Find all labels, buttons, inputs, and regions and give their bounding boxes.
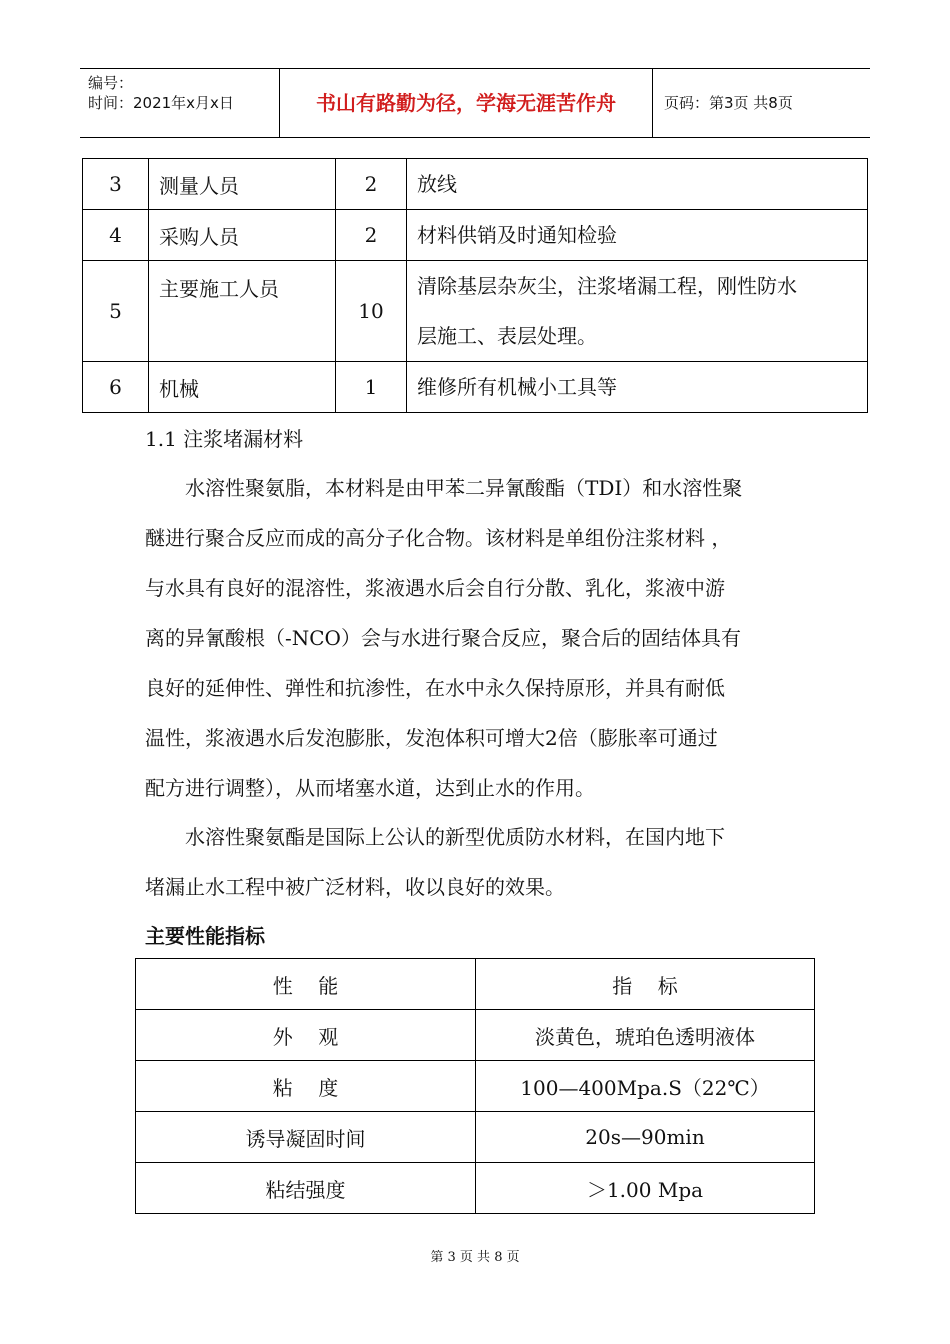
column-header: 指 标: [476, 959, 815, 1010]
row-number: 4: [83, 210, 149, 261]
property-cell: 外 观: [136, 1010, 476, 1061]
section-title: 1.1 注浆堵漏材料: [145, 427, 304, 451]
duty-line: 放线: [417, 172, 457, 196]
staff-table: [82, 158, 868, 413]
table-row: [83, 261, 868, 362]
paragraph-2: [145, 812, 815, 912]
row-count: 2: [336, 210, 407, 261]
row-role: 主要施工人员: [149, 261, 336, 362]
value-cell: 20s—90min: [476, 1112, 815, 1163]
property-cell: 粘结强度: [136, 1163, 476, 1214]
paragraph-line: 温性，浆液遇水后发泡膨胀，发泡体积可增大2倍（膨胀率可通过: [145, 726, 718, 750]
row-number: 3: [83, 159, 149, 210]
header-meta: [80, 69, 280, 137]
header-number: 编号：: [88, 74, 134, 92]
table-row: [83, 159, 868, 210]
paragraph-line: 水溶性聚氨脂，本材料是由甲苯二异氰酸酯（TDI）和水溶性聚: [185, 476, 743, 500]
duty-line: 维修所有机械小工具等: [417, 375, 617, 399]
header-page: 页码：第3页 共8页: [664, 94, 793, 112]
paragraph-line: 良好的延伸性、弹性和抗渗性，在水中永久保持原形，并具有耐低: [145, 676, 725, 700]
table-row: [136, 1163, 815, 1214]
header-motto: 书山有路勤为径，学海无涯苦作舟: [280, 69, 653, 137]
table-row: [136, 1112, 815, 1163]
table-header-row: [136, 959, 815, 1010]
row-duty: [407, 261, 868, 362]
property-cell: 粘 度: [136, 1061, 476, 1112]
header-time: 时间：2021年x月x日: [88, 94, 234, 112]
performance-table: [135, 958, 815, 1214]
row-number: 6: [83, 362, 149, 413]
page-header: [80, 68, 870, 138]
table-row: [136, 1061, 815, 1112]
table-row: [136, 1010, 815, 1061]
row-count: 1: [336, 362, 407, 413]
property-cell: 诱导凝固时间: [136, 1112, 476, 1163]
paragraph-line: 水溶性聚氨酯是国际上公认的新型优质防水材料，在国内地下: [185, 825, 725, 849]
row-duty: [407, 362, 868, 413]
row-duty: [407, 159, 868, 210]
column-header: 性 能: [136, 959, 476, 1010]
paragraph-1: [145, 463, 815, 813]
duty-line: 清除基层杂灰尘，注浆堵漏工程，刚性防水: [417, 274, 797, 298]
row-count: 2: [336, 159, 407, 210]
row-role: 机械: [149, 362, 336, 413]
table-row: [83, 362, 868, 413]
paragraph-line: 配方进行调整），从而堵塞水道，达到止水的作用。: [145, 776, 595, 800]
duty-line: 层施工、表层处理。: [417, 324, 597, 348]
row-duty: [407, 210, 868, 261]
row-count: 10: [336, 261, 407, 362]
value-cell: 100—400Mpa.S（22℃）: [476, 1061, 815, 1112]
duty-line: 材料供销及时通知检验: [417, 223, 617, 247]
value-cell: ＞1.00 Mpa: [476, 1163, 815, 1214]
paragraph-line: 醚进行聚合反应而成的高分子化合物。该材料是单组份注浆材料 ，: [145, 526, 732, 550]
performance-heading: 主要性能指标: [145, 924, 265, 948]
row-role: 采购人员: [149, 210, 336, 261]
value-cell: 淡黄色，琥珀色透明液体: [476, 1010, 815, 1061]
table-row: [83, 210, 868, 261]
row-role: 测量人员: [149, 159, 336, 210]
paragraph-line: 离的异氰酸根（-NCO）会与水进行聚合反应，聚合后的固结体具有: [145, 626, 741, 650]
row-number: 5: [83, 261, 149, 362]
page-footer: 第 3 页 共 8 页: [430, 1250, 520, 1265]
paragraph-line: 与水具有良好的混溶性，浆液遇水后会自行分散、乳化，浆液中游: [145, 576, 725, 600]
paragraph-line: 堵漏止水工程中被广泛材料，收以良好的效果。: [145, 875, 565, 899]
